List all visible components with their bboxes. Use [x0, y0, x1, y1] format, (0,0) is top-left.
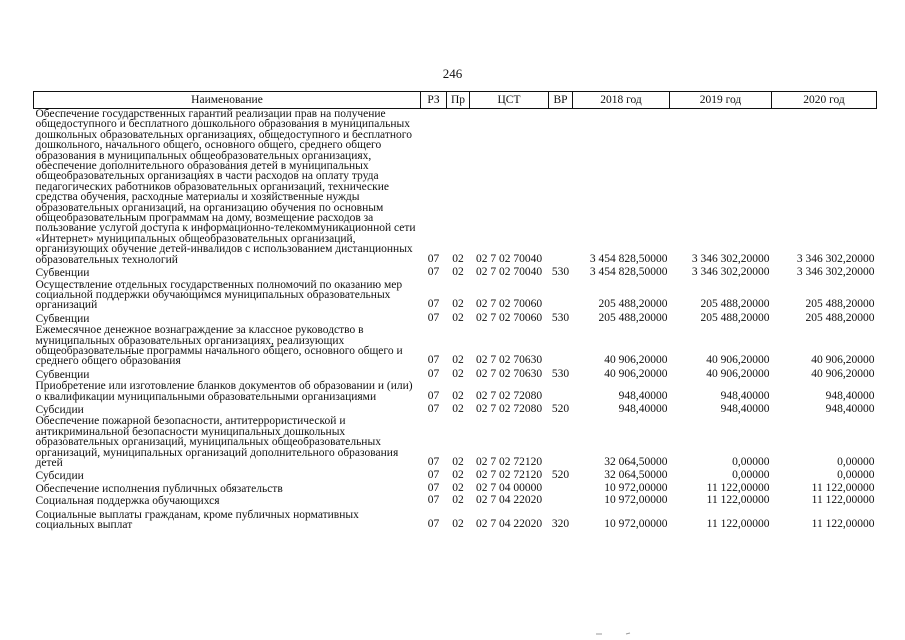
cell-name: Приобретение или изготовление бланков документов об образовании и (или) о квалификации муниципальными образовательными организациями	[35, 380, 413, 403]
cell-rz: 07	[427, 311, 440, 324]
cell-cst: 02 7 04 22020	[475, 494, 543, 507]
cell-name: Осуществление отдельных государственных полномочий по оказанию мер социальной поддержки обучающимся муниципальных образовательных организаций	[35, 278, 403, 312]
cell-rz: 07	[427, 252, 440, 265]
cell-rz: 07	[427, 518, 440, 531]
header-name: Наименование	[34, 92, 421, 109]
cell-2020: 40 906,20000	[811, 354, 875, 367]
cell-name: Субсидии	[35, 403, 84, 416]
cell-2018: 10 972,00000	[604, 518, 668, 531]
table-body	[34, 109, 877, 532]
cell-2020: 0,00000	[837, 469, 875, 482]
cell-2018: 10 972,00000	[604, 481, 668, 494]
cell-name: Субвенции	[35, 368, 90, 381]
cell-pr: 02	[452, 311, 464, 324]
cell-2019: 11 122,00000	[706, 481, 770, 494]
cell-rz: 07	[427, 456, 440, 468]
cell-vr: 520	[551, 469, 570, 482]
cell-cst: 02 7 02 70060	[475, 311, 543, 324]
cell-name: Обеспечение исполнения публичных обязательств	[35, 482, 283, 495]
cell-2020: 205 488,20000	[805, 298, 875, 311]
cell-pr: 02	[452, 252, 464, 265]
cell-name: Обеспечение государственных гарантий реализации прав на получение общедоступного и бесплатного дошкольного образования в муниципальных дошкольных образовательных организациях, общедоступного и бесплатного дошкольного, начального общего, основного общего, среднего общего образования в муниципальных общеобразовательных организациях, обеспечение дополнительного образования детей в муниципальных общеобразовательных организациях в части расходов на оплату труда педагогических работников образовательных организаций, технические средства обучения, расходные материалы и хозяйственные нужды образовательных организаций, на организацию обучения по основным общеобразовательным программам на дому, возмещение расходов за пользование услугой доступа к информационно-телекоммуникационной сети «Интернет» муниципальных общеобразовательных организаций, организующих обучение детей-инвалидов с использованием дистанционных образовательных технологий	[35, 108, 416, 266]
cell-vr	[549, 325, 573, 368]
cell-pr: 02	[452, 389, 464, 402]
cell-pr: 02	[452, 469, 464, 482]
cell-2018: 10 972,00000	[604, 494, 668, 507]
cell-pr: 02	[452, 494, 464, 507]
header-rz: РЗ	[421, 92, 447, 109]
cell-rz: 07	[427, 481, 440, 494]
cell-2019: 11 122,00000	[706, 518, 770, 531]
header-2019: 2019 год	[670, 92, 772, 109]
cell-2019: 205 488,20000	[700, 311, 770, 324]
table-row	[34, 325, 877, 368]
cell-2019: 3 346 302,20000	[691, 266, 770, 279]
cell-rz: 07	[427, 494, 440, 507]
cell-2020: 11 122,00000	[811, 494, 875, 507]
cell-2019: 11 122,00000	[706, 494, 770, 507]
cell-cst: 02 7 02 72080	[475, 402, 543, 415]
cell-vr	[549, 495, 573, 507]
cell-cst: 02 7 02 70630	[475, 354, 543, 367]
cell-vr: 530	[551, 266, 570, 279]
cell-pr: 02	[452, 367, 464, 380]
table-row	[34, 109, 877, 267]
cell-cst: 02 7 04 00000	[475, 481, 543, 494]
header-2018: 2018 год	[573, 92, 670, 109]
cell-rz: 07	[427, 354, 440, 367]
cell-rz: 07	[427, 402, 440, 415]
cell-name: Субвенции	[35, 312, 90, 325]
cell-cst: 02 7 02 72120	[475, 456, 543, 468]
header-2020: 2020 год	[772, 92, 877, 109]
cell-2018: 32 064,50000	[604, 469, 668, 482]
cell-2018: 32 064,50000	[604, 456, 668, 468]
cell-2019: 0,00000	[732, 469, 770, 482]
cell-vr: 530	[551, 311, 570, 324]
cell-2018: 3 454 828,50000	[589, 252, 668, 265]
table-row	[34, 266, 877, 279]
table-row	[34, 495, 877, 507]
cell-2018: 3 454 828,50000	[589, 266, 668, 279]
cell-2020: 11 122,00000	[811, 518, 875, 531]
scan-mark	[596, 632, 636, 636]
table-row	[34, 469, 877, 482]
cell-cst: 02 7 04 22020	[475, 518, 543, 531]
cell-pr: 02	[452, 456, 464, 468]
cell-vr	[549, 280, 573, 312]
cell-cst: 02 7 02 70040	[475, 266, 543, 279]
cell-cst: 02 7 02 72080	[475, 389, 543, 402]
cell-pr: 02	[452, 266, 464, 279]
cell-2018: 948,40000	[618, 402, 668, 415]
cell-2020: 948,40000	[825, 389, 875, 402]
cell-pr: 02	[452, 518, 464, 531]
cell-2019: 205 488,20000	[700, 298, 770, 311]
cell-2020: 3 346 302,20000	[796, 252, 875, 265]
table-row	[34, 368, 877, 381]
cell-2019: 948,40000	[720, 389, 770, 402]
cell-vr: 520	[551, 402, 570, 415]
header-cst: ЦСТ	[470, 92, 549, 109]
budget-table	[33, 91, 877, 531]
cell-rz: 07	[427, 298, 440, 311]
cell-cst: 02 7 02 70040	[475, 252, 543, 265]
cell-pr: 02	[452, 481, 464, 494]
cell-2020: 3 346 302,20000	[796, 266, 875, 279]
cell-2020: 11 122,00000	[811, 481, 875, 494]
cell-2019: 3 346 302,20000	[691, 252, 770, 265]
cell-vr	[549, 109, 573, 267]
cell-2020: 0,00000	[837, 456, 875, 468]
cell-2019: 40 906,20000	[706, 354, 770, 367]
cell-name: Социальная поддержка обучающихся	[35, 495, 220, 508]
table-row	[34, 416, 877, 469]
cell-name: Социальные выплаты гражданам, кроме публичных нормативных социальных выплат	[35, 508, 359, 532]
cell-2020: 205 488,20000	[805, 311, 875, 324]
cell-name: Ежемесячное денежное вознаграждение за классное руководство в муниципальных образовательных организациях, реализующих общеобразовательные программы начального общего, основного общего и среднего общего образования	[35, 324, 403, 368]
cell-2018: 205 488,20000	[598, 311, 668, 324]
cell-name: Обеспечение пожарной безопасности, антитеррористической и антикриминальной безопасности муниципальных дошкольных образовательных организаций, муниципальных общеобразовательных организаций, муниципальных организаций дополнительного образования детей	[35, 415, 399, 469]
cell-pr: 02	[452, 402, 464, 415]
cell-name: Субсидии	[35, 470, 84, 483]
cell-2020: 40 906,20000	[811, 367, 875, 380]
cell-cst: 02 7 02 70630	[475, 367, 543, 380]
cell-vr	[549, 381, 573, 403]
header-pr: Пр	[447, 92, 470, 109]
cell-pr: 02	[452, 354, 464, 367]
cell-2018: 40 906,20000	[604, 367, 668, 380]
cell-name: Субвенции	[35, 267, 90, 280]
cell-vr: 320	[551, 518, 570, 531]
page-number: 246	[442, 66, 463, 81]
cell-2018: 948,40000	[618, 389, 668, 402]
cell-rz: 07	[427, 389, 440, 402]
cell-vr	[549, 416, 573, 469]
cell-pr: 02	[452, 298, 464, 311]
cell-2019: 0,00000	[732, 456, 770, 468]
cell-vr	[549, 483, 573, 495]
table-header-row	[34, 92, 877, 109]
cell-2019: 40 906,20000	[706, 367, 770, 380]
table-row	[34, 508, 877, 532]
cell-rz: 07	[427, 469, 440, 482]
cell-2018: 205 488,20000	[598, 298, 668, 311]
table-row	[34, 312, 877, 325]
cell-rz: 07	[427, 266, 440, 279]
table-row	[34, 403, 877, 416]
cell-vr: 530	[551, 367, 570, 380]
cell-cst: 02 7 02 72120	[475, 469, 543, 482]
cell-cst: 02 7 02 70060	[475, 298, 543, 311]
cell-2020: 948,40000	[825, 402, 875, 415]
table-row	[34, 280, 877, 312]
table-row	[34, 381, 877, 403]
cell-2019: 948,40000	[720, 402, 770, 415]
cell-rz: 07	[427, 367, 440, 380]
cell-2018: 40 906,20000	[604, 354, 668, 367]
header-vr: ВР	[549, 92, 573, 109]
